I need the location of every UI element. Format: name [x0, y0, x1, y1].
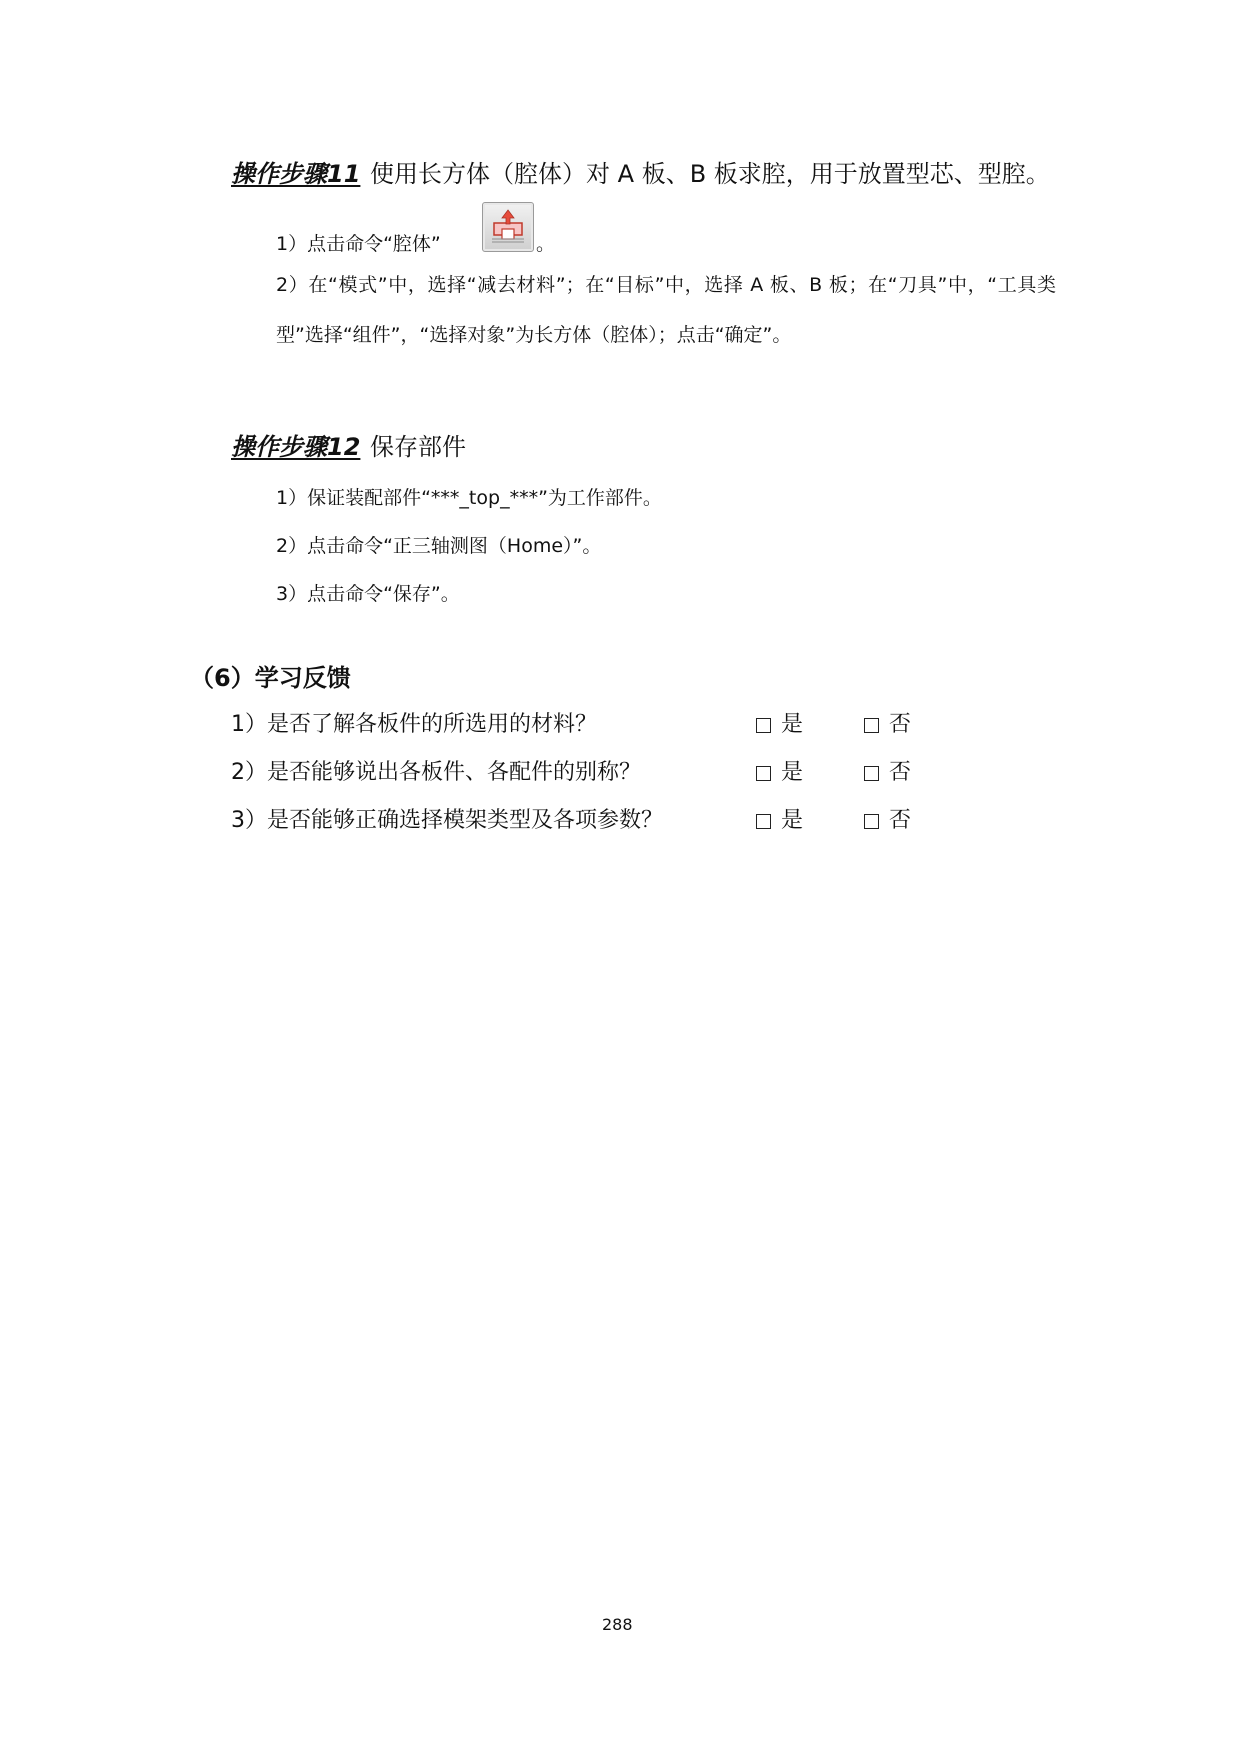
feedback-question-1: 1）是否了解各板件的所选用的材料？ [231, 712, 597, 737]
step-12-sub-3: 3）点击命令“保存”。 [276, 583, 460, 605]
question-3-yes-option[interactable] [756, 805, 803, 837]
step-11-label: 操作步骤11 [231, 160, 361, 188]
checkbox-icon[interactable] [864, 718, 879, 733]
step-11-heading [231, 157, 1050, 191]
question-1-no-option[interactable] [864, 709, 911, 741]
feedback-question-3: 3）是否能够正确选择模架类型及各项参数？ [231, 808, 663, 833]
checkbox-icon[interactable] [864, 766, 879, 781]
step-11-sub-1-text: 1）点击命令“腔体” [276, 233, 441, 255]
feedback-question-2: 2）是否能够说出各板件、各配件的别称？ [231, 760, 641, 785]
yes-label: 是 [781, 760, 804, 785]
step-12-heading [231, 430, 466, 464]
question-2-no-option[interactable] [864, 757, 911, 789]
yes-label: 是 [781, 712, 804, 737]
yes-label: 是 [781, 808, 804, 833]
step-12-sub-2: 2）点击命令“正三轴测图（Home）”。 [276, 535, 602, 557]
page-number: 288 [602, 1615, 633, 1634]
step-11-sub-1 [276, 230, 441, 258]
step-12-text: 保存部件 [362, 433, 467, 461]
step-12-label: 操作步骤12 [231, 433, 361, 461]
learning-feedback-heading: （6）学习反馈 [190, 664, 351, 692]
checkbox-icon[interactable] [756, 718, 771, 733]
question-3-no-option[interactable] [864, 805, 911, 837]
checkbox-icon[interactable] [756, 814, 771, 829]
step-11-sub-2: 2）在“模式”中，选择“减去材料”；在“目标”中，选择 A 板、B 板；在“刀具”中，“工具类型”选择“组件”，“选择对象”为长方体（腔体）；点击“确定”。 [276, 274, 1056, 346]
no-label: 否 [889, 808, 912, 833]
question-1-yes-option[interactable] [756, 709, 803, 741]
cavity-icon [487, 206, 529, 248]
no-label: 否 [889, 760, 912, 785]
no-label: 否 [889, 712, 912, 737]
step-11-sub-1-end [536, 230, 555, 258]
cavity-command-icon[interactable] [482, 202, 534, 252]
step-11-text: 使用长方体（腔体）对 A 板、B 板求腔，用于放置型芯、型腔。 [362, 160, 1050, 188]
step-11-sub-1-period: 。 [536, 233, 556, 255]
step-12-sub-1: 1）保证装配部件“***_top_***”为工作部件。 [276, 487, 662, 509]
question-2-yes-option[interactable] [756, 757, 803, 789]
checkbox-icon[interactable] [756, 766, 771, 781]
checkbox-icon[interactable] [864, 814, 879, 829]
